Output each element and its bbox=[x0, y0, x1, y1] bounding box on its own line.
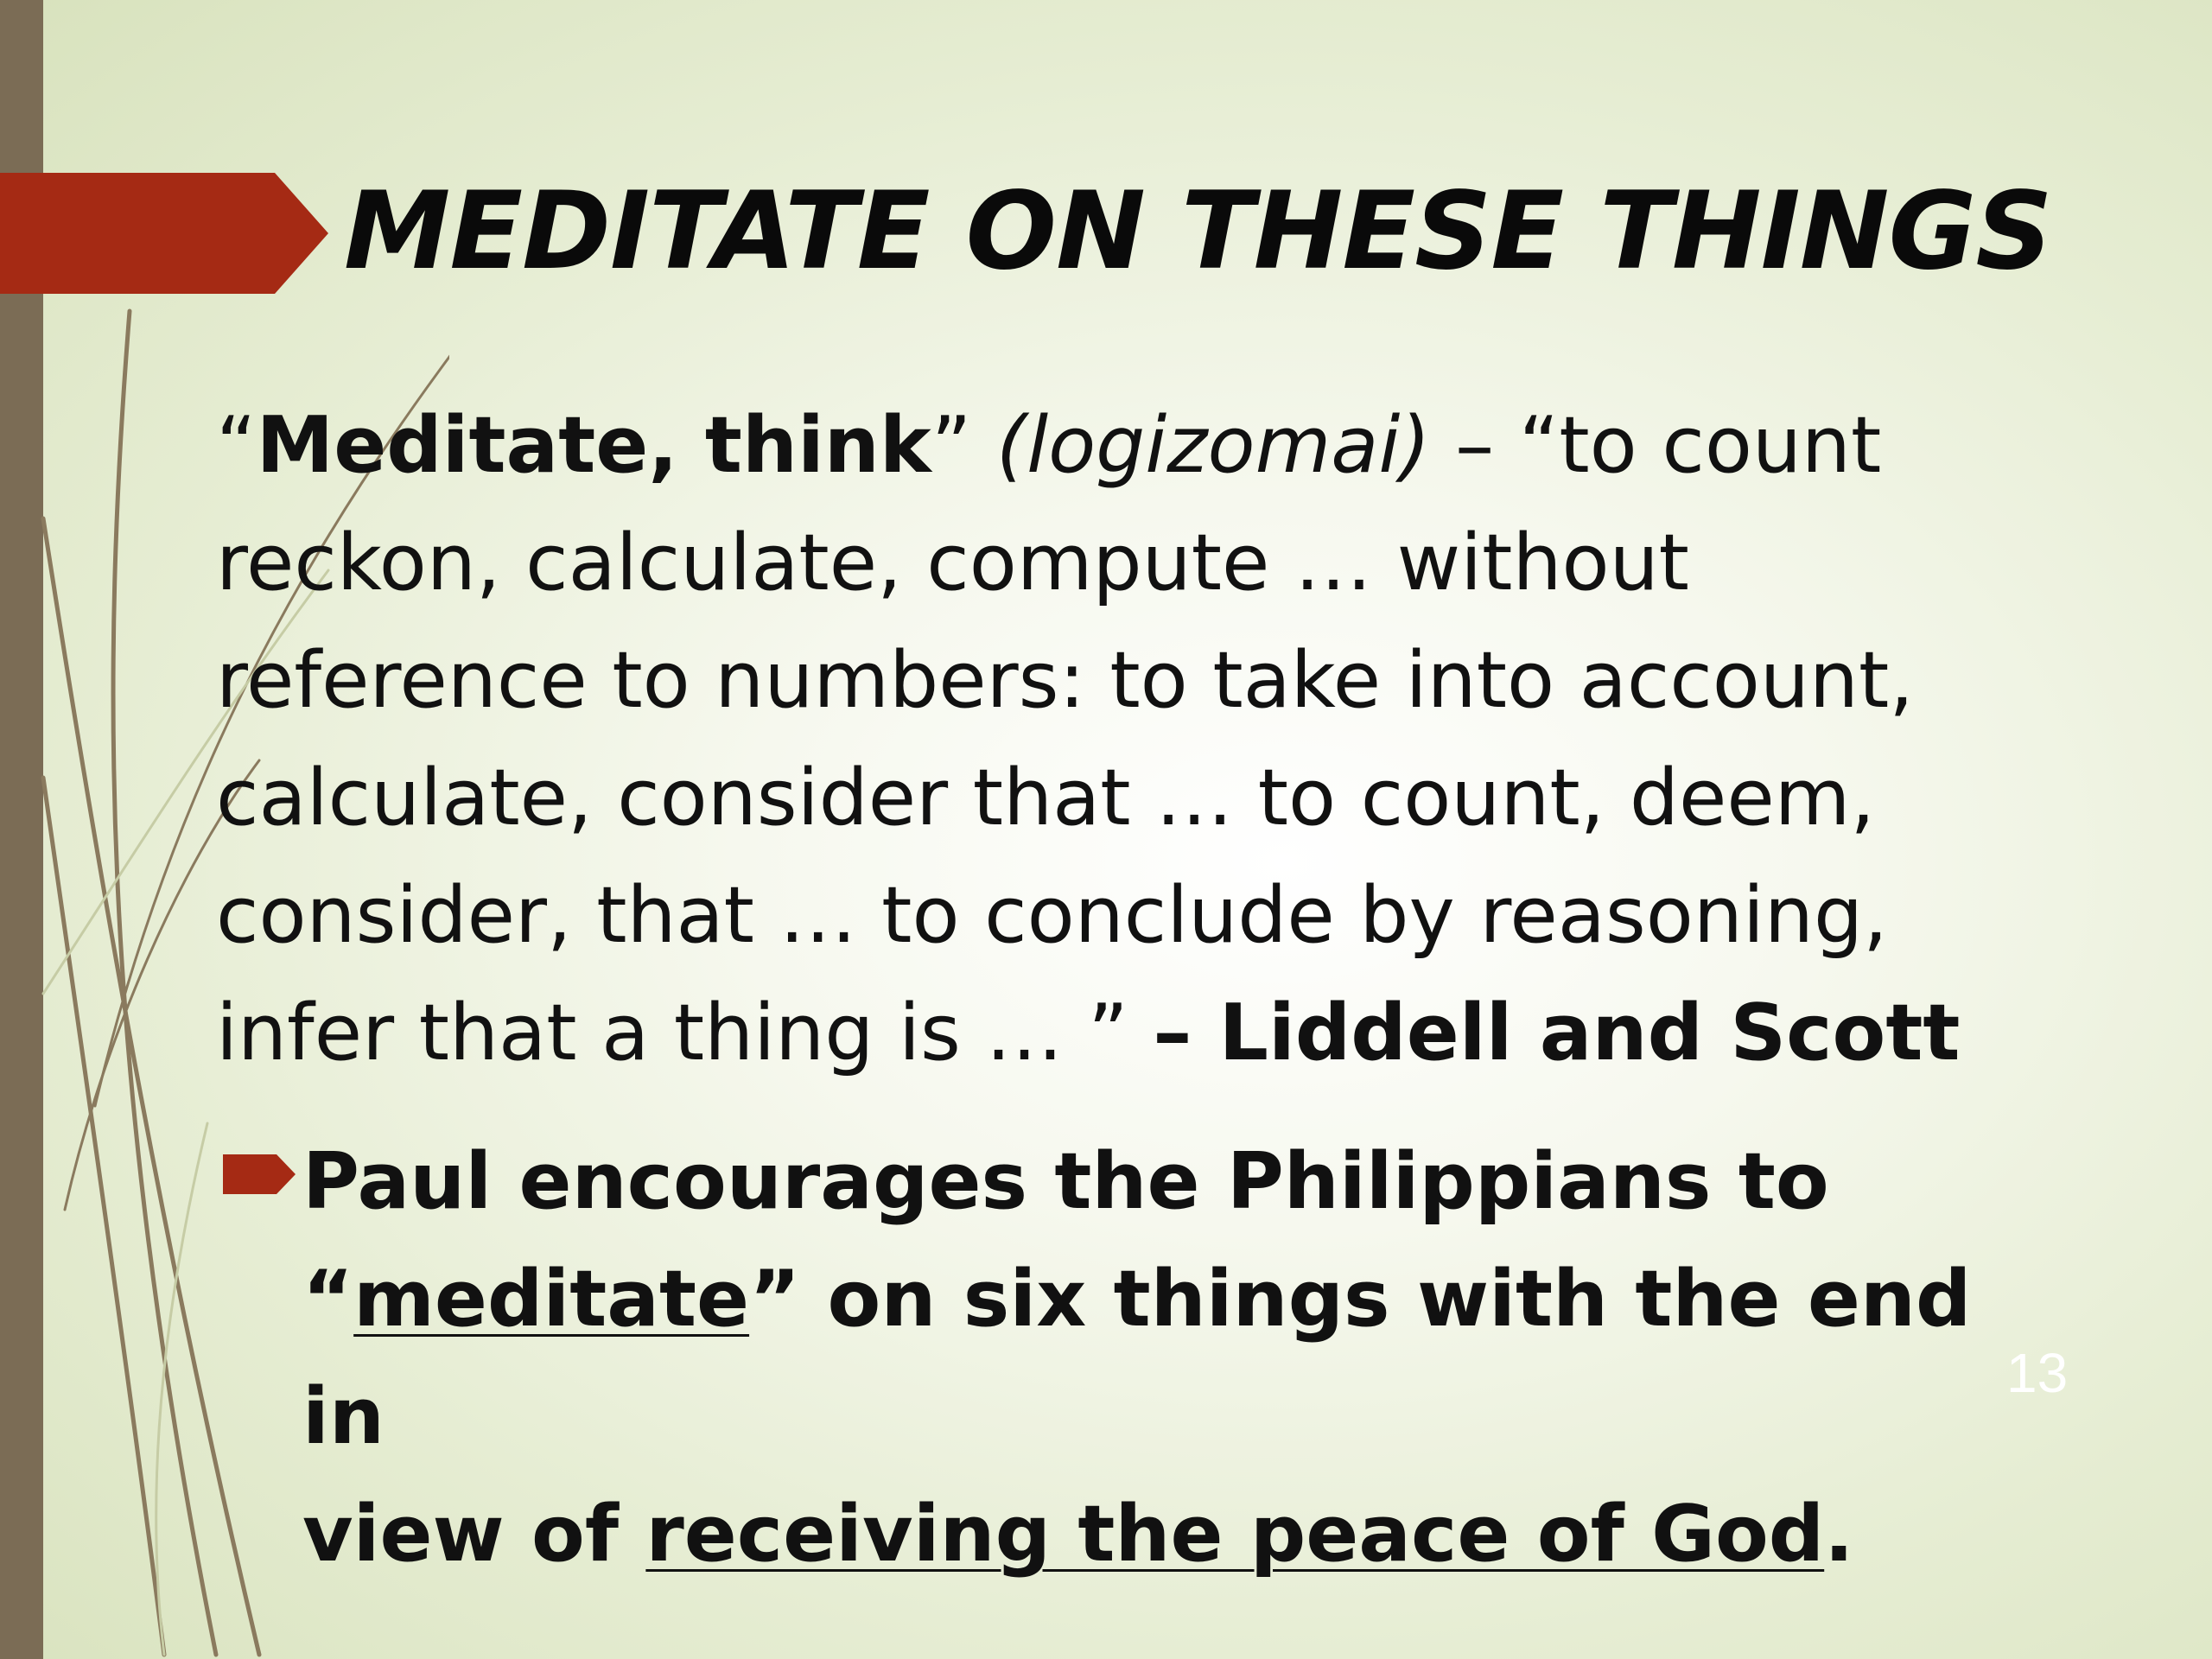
underlined-word: meditate bbox=[353, 1254, 750, 1344]
underlined-phrase: receiving the peace of God bbox=[645, 1489, 1825, 1580]
open-quote: “ bbox=[216, 400, 257, 491]
slide-number: 13 bbox=[2006, 1342, 2069, 1404]
bullet-point bbox=[302, 1123, 2048, 1593]
slide-title: MEDITATE ON THESE THINGS bbox=[344, 169, 2052, 294]
greek-word: (logizomai) bbox=[995, 400, 1431, 491]
arrow-bullet-icon bbox=[223, 1154, 296, 1194]
quote-source: – Liddell and Scott bbox=[1153, 988, 1961, 1078]
bullet-text-middle: ” on six things with the end in view of bbox=[302, 1254, 1972, 1580]
title-arrow-icon bbox=[0, 173, 328, 294]
definition-text: – “to count reckon, calculate, compute … without reference to numbers: to take into account, calculate, consider that … to count, deem, consider, that … to conclude by reasoning, infer that a thing is … ” bbox=[216, 400, 1914, 1078]
quote-term: Meditate, think bbox=[256, 400, 931, 491]
bullet-text-start: Paul encourages the Philippians to “ bbox=[302, 1136, 1829, 1344]
definition-quote bbox=[216, 387, 2100, 1092]
bullet-text-end: . bbox=[1824, 1489, 1854, 1580]
close-quote: ” bbox=[931, 400, 996, 491]
